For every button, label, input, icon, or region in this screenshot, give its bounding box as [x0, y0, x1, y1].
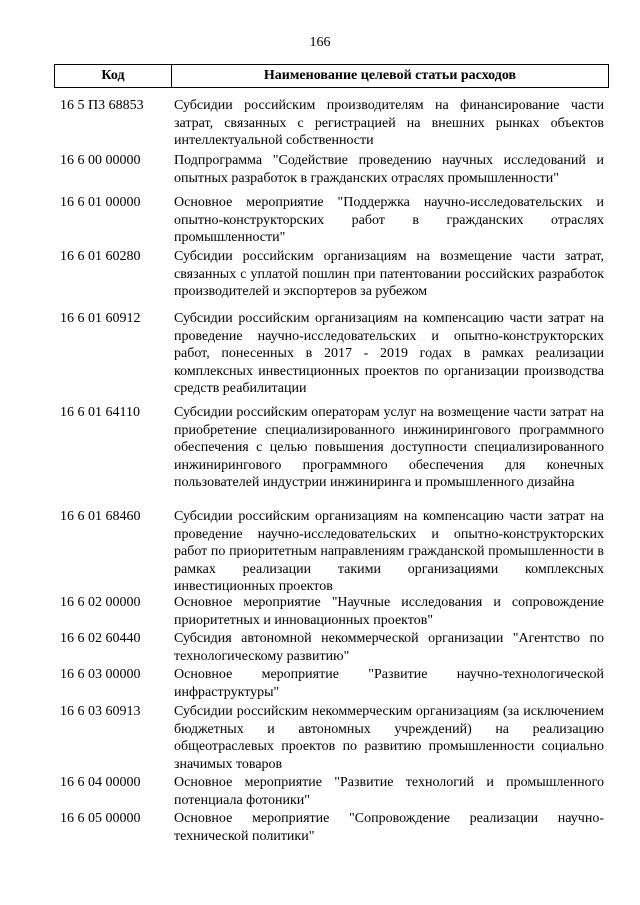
row-code: 16 6 01 68460 [60, 509, 141, 524]
row-code: 16 6 00 00000 [60, 153, 141, 168]
row-code: 16 6 05 00000 [60, 811, 141, 826]
table-row [54, 810, 609, 845]
row-name: Субсидии российским организациям на компенсацию части затрат на проведение научно-исследовательских и опытно-конструкторских работ по приоритетным направлениям гражданской промышленности в рамках реализации такими организациями комплексных инвестиционных проектов [174, 509, 604, 595]
table-row [54, 194, 609, 247]
row-code: 16 6 03 60913 [60, 704, 141, 719]
table-row [54, 152, 609, 187]
table-row [54, 310, 609, 398]
table-row [54, 703, 609, 773]
row-code: 16 6 03 00000 [60, 667, 141, 682]
row-code: 16 6 01 00000 [60, 195, 141, 210]
row-name: Субсидии российским организациям на возмещение части затрат, связанных с уплатой пошлин при патентовании российских разработок производителей и экспортеров за рубежом [174, 249, 604, 300]
row-code: 16 6 01 60912 [60, 311, 141, 326]
table-row [54, 97, 609, 150]
row-code: 16 6 04 00000 [60, 775, 141, 790]
header-code: Код [55, 65, 172, 87]
row-name: Основное мероприятие "Сопровождение реализации научно-технической политики" [174, 811, 604, 844]
row-code: 16 6 02 60440 [60, 631, 141, 646]
row-code: 16 6 01 60280 [60, 249, 141, 264]
row-code: 16 6 01 64110 [60, 405, 140, 420]
table-row [54, 594, 609, 629]
table-row [54, 666, 609, 701]
row-name: Субсидии российским операторам услуг на возмещение части затрат на приобретение специализированного инжинирингового программного обеспечения с целью повышения доступности специализированного инжинирингового программного обеспечения для конечных пользователей индустрии инжиниринга и промышленного дизайна [174, 405, 604, 491]
row-name: Подпрограмма "Содействие проведению научных исследований и опытных разработок в гражданских отраслях промышленности" [174, 153, 604, 186]
page-number: 166 [309, 35, 331, 50]
row-name: Основное мероприятие "Поддержка научно-исследовательских и опытно-конструкторских работ в гражданских отраслях промышленности" [174, 195, 604, 246]
row-name: Субсидии российским организациям на компенсацию части затрат на проведение научно-исследовательских и опытно-конструкторских работ, понесенных в 2017 - 2019 годах в рамках реализации комплексных инвестиционных проектов по организации производства средств реабилитации [174, 311, 604, 397]
row-name: Субсидия автономной некоммерческой организации "Агентство по технологическому развитию" [174, 631, 604, 664]
row-name: Основное мероприятие "Научные исследования и сопровождение приоритетных и инновационных проектов" [174, 595, 604, 628]
table-row [54, 630, 609, 665]
row-name: Основное мероприятие "Развитие научно-технологической инфраструктуры" [174, 667, 604, 700]
table-row [54, 248, 609, 301]
table-row [54, 508, 609, 596]
row-code: 16 5 П3 68853 [60, 98, 144, 113]
table-row [54, 774, 609, 809]
row-name: Субсидии российским некоммерческим организациям (за исключением бюджетных и автономных учреждений) на реализацию общеотраслевых проектов по развитию промышленности социально значимых товаров [174, 704, 604, 772]
header-name: Наименование целевой статьи расходов [263, 68, 517, 83]
table-header [54, 64, 609, 88]
row-name: Субсидии российским производителям на финансирование части затрат, связанных с регистрацией на внешних рынках объектов интеллектуальной собственности [174, 98, 604, 149]
row-name: Основное мероприятие "Развитие технологий и промышленного потенциала фотоники" [174, 775, 604, 808]
row-code: 16 6 02 00000 [60, 595, 141, 610]
table-row [54, 404, 609, 492]
